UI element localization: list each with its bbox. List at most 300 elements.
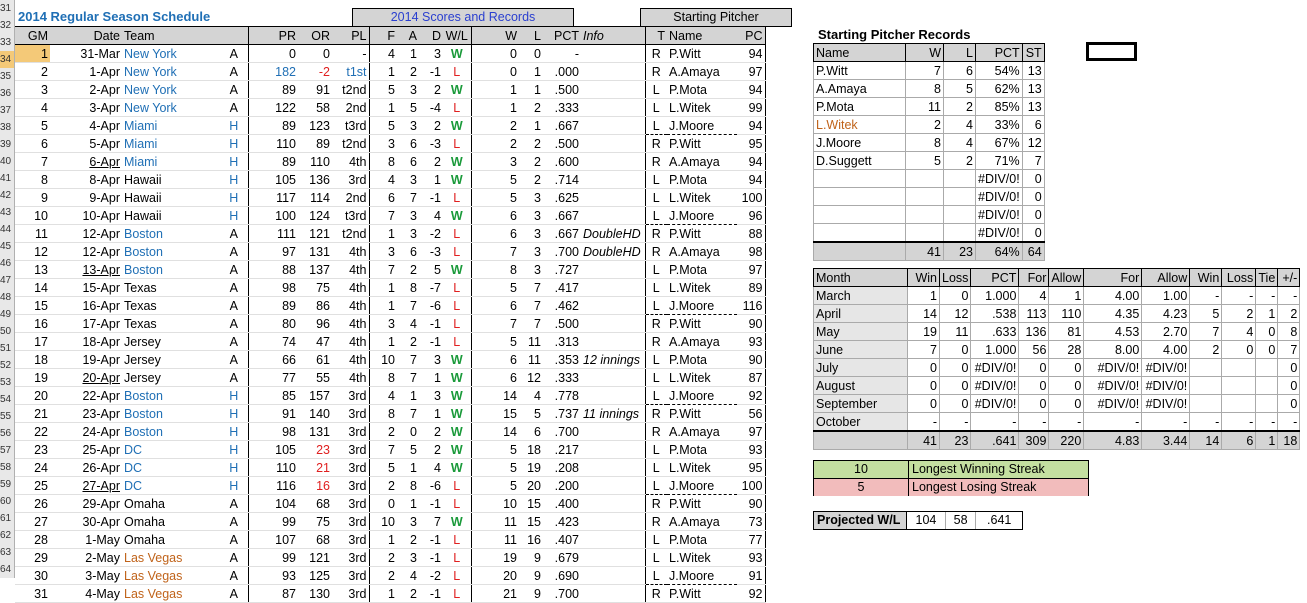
table-cell[interactable]: 2 xyxy=(419,423,443,441)
table-cell[interactable]: 3 xyxy=(419,45,443,63)
table-cell[interactable]: R xyxy=(645,225,667,243)
table-cell[interactable]: #DIV/0! xyxy=(1142,395,1190,413)
table-cell[interactable]: 0 xyxy=(397,423,419,441)
table-cell[interactable]: W xyxy=(443,405,471,423)
table-cell[interactable]: Las Vegas xyxy=(122,567,220,585)
table-cell[interactable]: 10-Apr xyxy=(50,207,122,225)
table-cell[interactable]: H xyxy=(220,153,248,171)
table-cell[interactable]: H xyxy=(220,387,248,405)
table-cell[interactable]: 14 xyxy=(15,279,50,297)
table-cell[interactable]: P.Witt xyxy=(667,135,737,153)
table-cell[interactable]: 4 xyxy=(369,45,397,63)
table-cell[interactable]: .000 xyxy=(543,63,581,81)
table-cell[interactable]: 19 xyxy=(908,323,940,341)
table-cell[interactable]: - xyxy=(1190,287,1222,305)
table-cell[interactable]: .538 xyxy=(971,305,1019,323)
table-cell[interactable]: 26 xyxy=(15,495,50,513)
row-number[interactable]: 32 xyxy=(0,20,12,31)
table-cell[interactable]: 6 xyxy=(397,135,419,153)
table-cell[interactable]: 121 xyxy=(298,225,332,243)
table-cell[interactable]: 8 xyxy=(397,477,419,495)
table-cell[interactable] xyxy=(944,170,976,188)
table-cell[interactable]: 98 xyxy=(248,279,298,297)
table-cell[interactable]: 130 xyxy=(298,585,332,603)
table-cell[interactable]: 5 xyxy=(471,189,519,207)
table-cell[interactable]: 4.23 xyxy=(1142,305,1190,323)
table-cell[interactable]: 2 xyxy=(519,135,543,153)
table-cell[interactable]: 90 xyxy=(737,351,765,369)
table-cell[interactable]: P.Witt xyxy=(667,405,737,423)
table-cell[interactable]: -1 xyxy=(419,585,443,603)
table-cell[interactable] xyxy=(581,63,645,81)
table-cell[interactable]: 21 xyxy=(471,585,519,603)
row-number[interactable]: 53 xyxy=(0,377,12,388)
table-cell[interactable] xyxy=(581,513,645,531)
table-cell[interactable]: 10 xyxy=(471,495,519,513)
table-cell[interactable]: H xyxy=(220,207,248,225)
table-cell[interactable]: #DIV/0! xyxy=(976,170,1023,188)
table-cell[interactable]: 2 xyxy=(944,98,976,116)
table-cell[interactable]: L xyxy=(645,297,667,315)
table-cell[interactable]: 3 xyxy=(397,513,419,531)
table-cell[interactable]: A.Amaya xyxy=(667,513,737,531)
column-header[interactable]: For xyxy=(1084,269,1142,287)
table-cell[interactable]: -1 xyxy=(419,315,443,333)
row-number[interactable]: 45 xyxy=(0,241,12,252)
table-cell[interactable]: R xyxy=(645,153,667,171)
table-cell[interactable]: 6 xyxy=(471,297,519,315)
table-cell[interactable]: L xyxy=(645,531,667,549)
table-cell[interactable]: A xyxy=(220,261,248,279)
table-cell[interactable]: 58 xyxy=(298,99,332,117)
table-cell[interactable] xyxy=(581,189,645,207)
table-cell[interactable]: 5 xyxy=(397,441,419,459)
table-cell[interactable]: 7 xyxy=(908,341,940,359)
table-cell[interactable]: 68 xyxy=(298,531,332,549)
table-cell[interactable]: 3rd xyxy=(332,405,369,423)
table-cell[interactable]: July xyxy=(814,359,908,377)
table-cell[interactable]: 6 xyxy=(397,243,419,261)
table-cell[interactable]: W xyxy=(443,369,471,387)
table-cell[interactable]: 1.000 xyxy=(971,287,1019,305)
table-cell[interactable]: Omaha xyxy=(122,531,220,549)
table-cell[interactable]: 89 xyxy=(248,81,298,99)
table-cell[interactable]: 136 xyxy=(298,171,332,189)
table-cell[interactable]: 3-Apr xyxy=(50,99,122,117)
table-cell[interactable]: 29 xyxy=(15,549,50,567)
table-cell[interactable]: 7 xyxy=(1278,341,1300,359)
table-cell[interactable]: 3 xyxy=(397,171,419,189)
table-cell[interactable]: 6 xyxy=(15,135,50,153)
table-cell[interactable]: #DIV/0! xyxy=(1084,395,1142,413)
row-number[interactable]: 56 xyxy=(0,428,12,439)
table-cell[interactable]: 3 xyxy=(397,81,419,99)
table-cell[interactable]: L.Witek xyxy=(814,116,906,134)
table-cell[interactable] xyxy=(581,153,645,171)
table-cell[interactable]: -1 xyxy=(419,531,443,549)
table-cell[interactable]: A xyxy=(220,531,248,549)
table-cell[interactable]: 15 xyxy=(519,513,543,531)
table-cell[interactable]: 11 xyxy=(940,323,971,341)
table-cell[interactable]: W xyxy=(443,513,471,531)
table-cell[interactable]: 18 xyxy=(15,351,50,369)
table-cell[interactable]: 7 xyxy=(369,207,397,225)
table-cell[interactable]: .700 xyxy=(543,585,581,603)
table-cell[interactable]: H xyxy=(220,171,248,189)
table-cell[interactable]: 21 xyxy=(298,459,332,477)
table-cell[interactable]: 94 xyxy=(737,171,765,189)
column-header[interactable]: Allow xyxy=(1142,269,1190,287)
table-cell[interactable]: 8 xyxy=(15,171,50,189)
table-cell[interactable]: 4.00 xyxy=(1142,341,1190,359)
table-cell[interactable]: 3 xyxy=(419,351,443,369)
table-cell[interactable]: #DIV/0! xyxy=(976,206,1023,224)
column-header[interactable]: PL xyxy=(332,27,369,45)
table-cell[interactable]: 7 xyxy=(419,513,443,531)
table-cell[interactable] xyxy=(944,206,976,224)
table-cell[interactable]: 5 xyxy=(906,152,944,170)
table-cell[interactable]: P.Mota xyxy=(667,261,737,279)
table-cell[interactable]: Hawaii xyxy=(122,171,220,189)
table-cell[interactable]: 4 xyxy=(1222,323,1256,341)
table-cell[interactable]: 1 xyxy=(369,225,397,243)
table-cell[interactable]: 6 xyxy=(944,62,976,80)
table-cell[interactable]: 0 xyxy=(908,377,940,395)
table-cell[interactable]: 4th xyxy=(332,351,369,369)
table-cell[interactable]: 2-Apr xyxy=(50,81,122,99)
table-cell[interactable]: 0 xyxy=(1049,359,1084,377)
table-cell[interactable]: 3rd xyxy=(332,441,369,459)
table-cell[interactable]: 7 xyxy=(369,441,397,459)
table-cell[interactable]: 20 xyxy=(519,477,543,495)
row-number[interactable]: 57 xyxy=(0,445,12,456)
table-cell[interactable]: 157 xyxy=(298,387,332,405)
table-cell[interactable]: 2 xyxy=(519,153,543,171)
table-cell[interactable]: L xyxy=(443,243,471,261)
table-cell[interactable]: 1 xyxy=(519,81,543,99)
table-cell[interactable]: A xyxy=(220,495,248,513)
table-cell[interactable]: 9-Apr xyxy=(50,189,122,207)
table-cell[interactable]: 0 xyxy=(1022,170,1044,188)
total-cell[interactable]: 23 xyxy=(940,431,971,450)
table-cell[interactable]: 2 xyxy=(419,153,443,171)
table-cell[interactable]: P.Witt xyxy=(667,225,737,243)
table-cell[interactable]: L xyxy=(443,315,471,333)
total-cell[interactable]: 41 xyxy=(906,242,944,261)
table-cell[interactable] xyxy=(581,549,645,567)
table-cell[interactable]: 20-Apr xyxy=(50,369,122,387)
table-cell[interactable]: - xyxy=(1019,413,1049,432)
table-cell[interactable]: New York xyxy=(122,81,220,99)
table-cell[interactable]: 22-Apr xyxy=(50,387,122,405)
table-cell[interactable]: New York xyxy=(122,45,220,63)
table-cell[interactable]: 3 xyxy=(397,225,419,243)
table-cell[interactable]: L xyxy=(443,549,471,567)
table-cell[interactable]: 0 xyxy=(1019,377,1049,395)
table-cell[interactable]: 9 xyxy=(519,549,543,567)
table-cell[interactable] xyxy=(906,224,944,243)
table-cell[interactable]: 7 xyxy=(471,243,519,261)
table-cell[interactable]: 7 xyxy=(15,153,50,171)
column-header[interactable]: Loss xyxy=(940,269,971,287)
table-cell[interactable]: 87 xyxy=(737,369,765,387)
column-header[interactable]: GM xyxy=(15,27,50,45)
table-cell[interactable]: 96 xyxy=(737,207,765,225)
table-cell[interactable]: 2 xyxy=(419,117,443,135)
table-cell[interactable]: A xyxy=(220,549,248,567)
table-cell[interactable]: 47 xyxy=(298,333,332,351)
table-cell[interactable]: J.Moore xyxy=(667,477,737,495)
table-cell[interactable]: 100 xyxy=(737,477,765,495)
table-cell[interactable]: 90 xyxy=(737,315,765,333)
column-header[interactable]: +/- xyxy=(1278,269,1300,287)
table-cell[interactable]: 7 xyxy=(519,315,543,333)
row-number[interactable]: 43 xyxy=(0,207,12,218)
table-cell[interactable]: 24-Apr xyxy=(50,423,122,441)
table-cell[interactable]: W xyxy=(443,351,471,369)
table-cell[interactable]: 20 xyxy=(471,567,519,585)
table-cell[interactable]: 0 xyxy=(940,287,971,305)
table-cell[interactable]: 1 xyxy=(419,369,443,387)
table-cell[interactable]: 0 xyxy=(519,45,543,63)
table-cell[interactable]: 4.35 xyxy=(1084,305,1142,323)
table-cell[interactable]: #DIV/0! xyxy=(976,224,1023,243)
table-cell[interactable]: 80 xyxy=(248,315,298,333)
table-cell[interactable]: -3 xyxy=(419,243,443,261)
table-cell[interactable]: 10 xyxy=(369,351,397,369)
table-cell[interactable]: 3 xyxy=(369,315,397,333)
table-cell[interactable]: 7 xyxy=(519,297,543,315)
column-header[interactable]: Tie xyxy=(1256,269,1278,287)
table-cell[interactable]: 11 xyxy=(519,333,543,351)
table-cell[interactable]: A xyxy=(220,369,248,387)
table-cell[interactable]: A xyxy=(220,567,248,585)
table-cell[interactable]: 23-Apr xyxy=(50,405,122,423)
table-cell[interactable]: 5 xyxy=(471,171,519,189)
table-cell[interactable]: 6 xyxy=(369,189,397,207)
row-number[interactable]: 54 xyxy=(0,394,12,405)
table-cell[interactable]: P.Mota xyxy=(667,351,737,369)
table-cell[interactable]: 1 xyxy=(908,287,940,305)
row-number[interactable]: 39 xyxy=(0,139,12,150)
table-cell[interactable]: 19-Apr xyxy=(50,351,122,369)
table-cell[interactable]: 61 xyxy=(298,351,332,369)
table-cell[interactable]: 19 xyxy=(15,369,50,387)
column-header[interactable]: F xyxy=(369,27,397,45)
table-cell[interactable]: R xyxy=(645,423,667,441)
table-cell[interactable]: 1-May xyxy=(50,531,122,549)
table-cell[interactable]: 0 xyxy=(1022,224,1044,243)
table-cell[interactable]: April xyxy=(814,305,908,323)
table-cell[interactable]: 116 xyxy=(737,297,765,315)
table-cell[interactable] xyxy=(581,585,645,603)
table-cell[interactable]: 7 xyxy=(519,279,543,297)
table-cell[interactable]: 7 xyxy=(397,405,419,423)
table-cell[interactable]: 3rd xyxy=(332,477,369,495)
table-cell[interactable]: - xyxy=(940,413,971,432)
table-cell[interactable]: 7 xyxy=(471,315,519,333)
table-cell[interactable]: Las Vegas xyxy=(122,585,220,603)
table-cell[interactable]: 93 xyxy=(248,567,298,585)
table-cell[interactable]: 1 xyxy=(397,495,419,513)
table-cell[interactable]: 8.00 xyxy=(1084,341,1142,359)
column-header[interactable]: OR xyxy=(298,27,332,45)
table-cell[interactable]: 16 xyxy=(519,531,543,549)
table-cell[interactable]: 8-Apr xyxy=(50,171,122,189)
table-cell[interactable]: 17-Apr xyxy=(50,315,122,333)
table-cell[interactable]: 5-Apr xyxy=(50,135,122,153)
table-cell[interactable]: 104 xyxy=(248,495,298,513)
table-cell[interactable]: 25-Apr xyxy=(50,441,122,459)
table-cell[interactable]: -1 xyxy=(419,549,443,567)
table-cell[interactable]: 0 xyxy=(940,395,971,413)
table-cell[interactable]: 4th xyxy=(332,315,369,333)
table-cell[interactable]: 10 xyxy=(15,207,50,225)
table-cell[interactable]: 2 xyxy=(397,531,419,549)
table-cell[interactable]: 97 xyxy=(737,261,765,279)
row-number[interactable]: 58 xyxy=(0,462,12,473)
table-cell[interactable]: 85 xyxy=(248,387,298,405)
table-cell[interactable]: 10 xyxy=(369,513,397,531)
table-cell[interactable]: R xyxy=(645,63,667,81)
table-cell[interactable]: - xyxy=(1084,413,1142,432)
table-cell[interactable]: 3 xyxy=(519,261,543,279)
table-cell[interactable]: L xyxy=(645,369,667,387)
table-cell[interactable] xyxy=(581,441,645,459)
table-cell[interactable]: 18-Apr xyxy=(50,333,122,351)
table-cell[interactable]: .737 xyxy=(543,405,581,423)
table-cell[interactable]: 29-Apr xyxy=(50,495,122,513)
table-cell[interactable]: t2nd xyxy=(332,135,369,153)
table-cell[interactable]: t1st xyxy=(332,63,369,81)
table-cell[interactable]: 0 xyxy=(1256,341,1278,359)
table-cell[interactable]: Hawaii xyxy=(122,207,220,225)
table-cell[interactable]: A.Amaya xyxy=(667,63,737,81)
table-cell[interactable]: L.Witek xyxy=(667,369,737,387)
table-cell[interactable]: Boston xyxy=(122,261,220,279)
table-cell[interactable]: 94 xyxy=(737,117,765,135)
table-cell[interactable]: 2nd xyxy=(332,99,369,117)
table-cell[interactable]: 2 xyxy=(369,477,397,495)
table-cell[interactable]: 125 xyxy=(298,567,332,585)
table-cell[interactable]: 30 xyxy=(15,567,50,585)
table-cell[interactable]: 86 xyxy=(298,297,332,315)
table-cell[interactable]: .667 xyxy=(543,225,581,243)
table-cell[interactable]: 97 xyxy=(737,423,765,441)
table-cell[interactable]: W xyxy=(443,459,471,477)
table-cell[interactable]: .667 xyxy=(543,117,581,135)
table-cell[interactable]: 3 xyxy=(369,243,397,261)
table-cell[interactable]: H xyxy=(220,441,248,459)
table-cell[interactable]: 11 innings xyxy=(581,405,645,423)
table-cell[interactable]: 4-May xyxy=(50,585,122,603)
row-number[interactable]: 50 xyxy=(0,326,12,337)
table-cell[interactable]: 5 xyxy=(471,279,519,297)
table-cell[interactable]: 24 xyxy=(15,459,50,477)
table-cell[interactable]: 5 xyxy=(419,261,443,279)
table-cell[interactable]: J.Moore xyxy=(814,134,906,152)
total-cell[interactable]: 220 xyxy=(1049,431,1084,450)
table-cell[interactable]: 4 xyxy=(944,134,976,152)
table-cell[interactable]: 5 xyxy=(1190,305,1222,323)
table-cell[interactable]: 12 innings xyxy=(581,351,645,369)
table-cell[interactable]: 4th xyxy=(332,153,369,171)
table-cell[interactable]: 19 xyxy=(471,549,519,567)
table-cell[interactable]: 4 xyxy=(419,207,443,225)
table-cell[interactable]: A.Amaya xyxy=(667,243,737,261)
table-cell[interactable]: 3 xyxy=(471,153,519,171)
table-cell[interactable]: P.Mota xyxy=(814,98,906,116)
row-number[interactable]: 33 xyxy=(0,37,12,48)
table-cell[interactable]: 12 xyxy=(519,369,543,387)
table-cell[interactable]: 4th xyxy=(332,333,369,351)
table-cell[interactable]: 5 xyxy=(369,81,397,99)
table-cell[interactable]: A xyxy=(220,225,248,243)
table-cell[interactable]: A xyxy=(220,297,248,315)
column-header[interactable]: Team xyxy=(122,27,220,45)
table-cell[interactable]: 1 xyxy=(369,63,397,81)
table-cell[interactable]: 7 xyxy=(906,62,944,80)
table-cell[interactable]: 26-Apr xyxy=(50,459,122,477)
table-cell[interactable]: 81 xyxy=(1049,323,1084,341)
table-cell[interactable]: DC xyxy=(122,477,220,495)
table-cell[interactable]: 28 xyxy=(1049,341,1084,359)
table-cell[interactable]: 3 xyxy=(397,117,419,135)
table-cell[interactable]: 16 xyxy=(15,315,50,333)
table-cell[interactable]: 5 xyxy=(944,80,976,98)
table-cell[interactable]: 23 xyxy=(298,441,332,459)
column-header[interactable]: Allow xyxy=(1049,269,1084,287)
table-cell[interactable] xyxy=(1190,377,1222,395)
table-cell[interactable]: 105 xyxy=(248,171,298,189)
column-header[interactable]: ST xyxy=(1022,44,1044,62)
table-cell[interactable]: 91 xyxy=(248,405,298,423)
table-cell[interactable]: 66 xyxy=(248,351,298,369)
table-cell[interactable]: L xyxy=(443,567,471,585)
table-cell[interactable]: 1 xyxy=(397,45,419,63)
table-cell[interactable]: September xyxy=(814,395,908,413)
table-cell[interactable]: #DIV/0! xyxy=(976,188,1023,206)
table-cell[interactable] xyxy=(581,495,645,513)
table-cell[interactable]: 4.00 xyxy=(1084,287,1142,305)
table-cell[interactable]: 0 xyxy=(1049,395,1084,413)
table-cell[interactable]: 12 xyxy=(1022,134,1044,152)
table-cell[interactable] xyxy=(1256,377,1278,395)
table-cell[interactable]: L.Witek xyxy=(667,279,737,297)
table-cell[interactable]: 3rd xyxy=(332,423,369,441)
table-cell[interactable]: .500 xyxy=(543,135,581,153)
table-cell[interactable]: 14 xyxy=(471,387,519,405)
column-header[interactable]: W xyxy=(471,27,519,45)
column-header[interactable]: L xyxy=(519,27,543,45)
table-cell[interactable]: L.Witek xyxy=(667,99,737,117)
table-cell[interactable]: 15-Apr xyxy=(50,279,122,297)
table-cell[interactable]: L xyxy=(645,459,667,477)
table-cell[interactable]: 5 xyxy=(15,117,50,135)
table-cell[interactable]: .208 xyxy=(543,459,581,477)
table-cell[interactable]: .423 xyxy=(543,513,581,531)
table-cell[interactable]: 122 xyxy=(248,99,298,117)
column-header[interactable]: Month xyxy=(814,269,908,287)
table-cell[interactable]: 8 xyxy=(471,261,519,279)
table-cell[interactable]: A.Amaya xyxy=(667,423,737,441)
table-cell[interactable]: 13 xyxy=(1022,98,1044,116)
table-cell[interactable]: 0 xyxy=(1019,359,1049,377)
table-cell[interactable]: 7 xyxy=(369,261,397,279)
column-header[interactable]: Name xyxy=(667,27,737,45)
table-cell[interactable]: 30-Apr xyxy=(50,513,122,531)
table-cell[interactable] xyxy=(581,171,645,189)
